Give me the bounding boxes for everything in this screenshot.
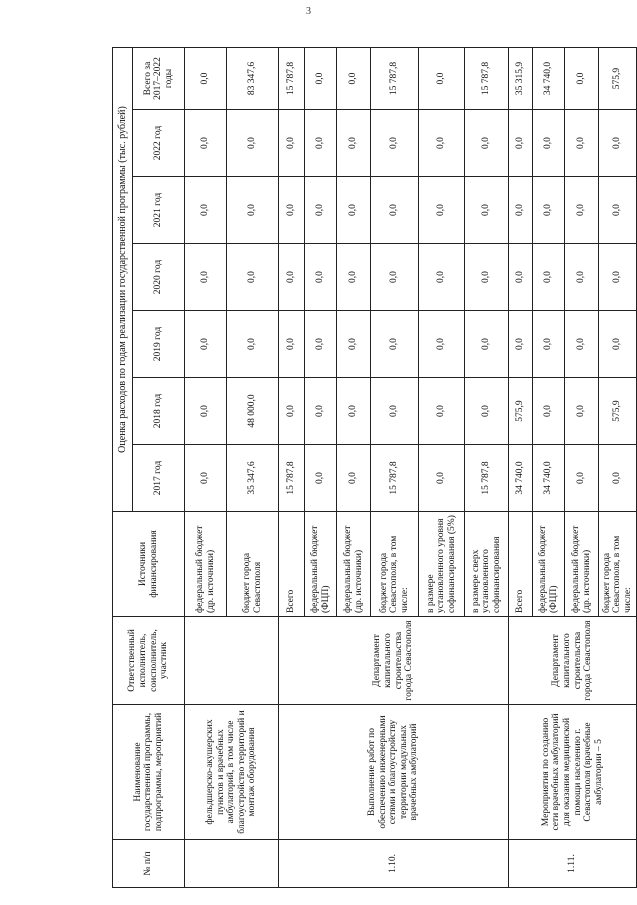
cell-source: бюджет города Севастополя, в том числе: bbox=[599, 512, 637, 617]
cell-value: 0,0 bbox=[305, 110, 337, 177]
cell-source: Всего bbox=[279, 512, 305, 617]
cell-value: 0,0 bbox=[565, 244, 599, 311]
cell-value: 0,0 bbox=[465, 311, 509, 378]
cell-value: 0,0 bbox=[305, 177, 337, 244]
cell-total: 34 740,0 bbox=[533, 47, 565, 109]
header-year: 2017 год bbox=[133, 445, 185, 512]
header-year: 2020 год bbox=[133, 244, 185, 311]
cell-value: 0,0 bbox=[533, 244, 565, 311]
cell-value: 0,0 bbox=[371, 110, 419, 177]
cell-value: 0,0 bbox=[279, 311, 305, 378]
cell-value: 0,0 bbox=[185, 177, 227, 244]
cell-total: 575,9 bbox=[599, 47, 637, 109]
table-row bbox=[509, 47, 533, 887]
cell-source: бюджет города Севастополя bbox=[227, 512, 279, 617]
cell-value: 48 000,0 bbox=[227, 378, 279, 445]
cell-value: 0,0 bbox=[337, 445, 371, 512]
cell-source: бюджет города Севастополя, в том числе: bbox=[371, 512, 419, 617]
cell-value: 0,0 bbox=[533, 378, 565, 445]
cell-source: федеральный бюджет (ФЦП) bbox=[533, 512, 565, 617]
cell-value: 0,0 bbox=[279, 177, 305, 244]
cell-source: федеральный бюджет (др. источники) bbox=[185, 512, 227, 617]
cell-total: 83 347,6 bbox=[227, 47, 279, 109]
cell-value: 0,0 bbox=[337, 244, 371, 311]
cell-value: 575,9 bbox=[509, 378, 533, 445]
cell-value: 0,0 bbox=[279, 110, 305, 177]
cell-value: 0,0 bbox=[227, 110, 279, 177]
cell-value: 34 740,0 bbox=[509, 445, 533, 512]
cell-source: Всего bbox=[509, 512, 533, 617]
cell-responsible: Департамент капитального строительства города Севастополя bbox=[509, 617, 637, 705]
header-year: 2022 год bbox=[133, 110, 185, 177]
cell-value: 0,0 bbox=[509, 177, 533, 244]
cell-value: 0,0 bbox=[465, 177, 509, 244]
header-num: № п/п bbox=[113, 840, 185, 888]
cell-value: 575,9 bbox=[599, 378, 637, 445]
page-mark: 3 bbox=[306, 6, 311, 17]
header-year: 2018 год bbox=[133, 378, 185, 445]
cell-total: 35 315,9 bbox=[509, 47, 533, 109]
cell-value: 34 740,0 bbox=[533, 445, 565, 512]
cell-value: 0,0 bbox=[279, 378, 305, 445]
cell-value: 35 347,6 bbox=[227, 445, 279, 512]
cell-total: 0,0 bbox=[185, 47, 227, 109]
cell-value: 0,0 bbox=[185, 311, 227, 378]
header-year: 2021 год bbox=[133, 177, 185, 244]
cell-value: 0,0 bbox=[565, 445, 599, 512]
cell-total: 0,0 bbox=[419, 47, 465, 109]
cell-total: 15 787,8 bbox=[279, 47, 305, 109]
header-total: Всего за 2017–2022 годы bbox=[133, 47, 185, 109]
cell-value: 0,0 bbox=[465, 110, 509, 177]
cell-name: фельдшерско-акушерских пунктов и врачебных амбулаторий, в том числе благоустройство территорий и монтаж оборудования bbox=[185, 705, 279, 840]
cell-value: 15 787,8 bbox=[465, 445, 509, 512]
header-name: Наименование государственной программы, подпрограммы, мероприятий bbox=[113, 705, 185, 840]
header-source: Источники финансирования bbox=[113, 512, 185, 617]
cell-value: 0,0 bbox=[599, 445, 637, 512]
cell-num bbox=[185, 840, 279, 888]
cell-value: 0,0 bbox=[337, 177, 371, 244]
cell-source: в размере установленного уровня софинансирования (5%) bbox=[419, 512, 465, 617]
header-year: 2019 год bbox=[133, 311, 185, 378]
cell-value: 0,0 bbox=[509, 311, 533, 378]
cell-responsible: Департамент капитального строительства города Севастополя bbox=[279, 617, 509, 705]
cell-value: 15 787,8 bbox=[279, 445, 305, 512]
cell-value: 0,0 bbox=[337, 110, 371, 177]
cell-value: 0,0 bbox=[419, 378, 465, 445]
cell-value: 0,0 bbox=[371, 244, 419, 311]
cell-value: 0,0 bbox=[533, 110, 565, 177]
cell-value: 0,0 bbox=[509, 110, 533, 177]
cell-value: 0,0 bbox=[279, 244, 305, 311]
cell-total: 15 787,8 bbox=[465, 47, 509, 109]
cell-name: Мероприятия по созданию сети врачебных амбулаторий для оказания медицинской помощи населению г. Севастополя (врачебные амбулатории – 5 bbox=[509, 705, 637, 840]
cell-responsible bbox=[185, 617, 279, 705]
cell-value: 0,0 bbox=[419, 244, 465, 311]
cell-value: 0,0 bbox=[185, 244, 227, 311]
cell-value: 0,0 bbox=[599, 311, 637, 378]
header-estimate: Оценка расходов по годам реализации государственной программы (тыс. рублей) bbox=[113, 47, 133, 511]
cell-value: 0,0 bbox=[305, 244, 337, 311]
cell-value: 0,0 bbox=[305, 378, 337, 445]
cell-source: федеральный бюджет (ФЦП) bbox=[305, 512, 337, 617]
table-row bbox=[279, 47, 305, 887]
cell-value: 0,0 bbox=[465, 244, 509, 311]
cell-value: 0,0 bbox=[565, 378, 599, 445]
cell-value: 0,0 bbox=[185, 110, 227, 177]
cell-value: 0,0 bbox=[185, 445, 227, 512]
cell-value: 0,0 bbox=[227, 311, 279, 378]
cell-value: 0,0 bbox=[599, 177, 637, 244]
cell-value: 15 787,8 bbox=[371, 445, 419, 512]
cell-source: федеральный бюджет (др. источники) bbox=[337, 512, 371, 617]
budget-table bbox=[112, 47, 637, 888]
cell-value: 0,0 bbox=[227, 177, 279, 244]
cell-value: 0,0 bbox=[465, 378, 509, 445]
cell-value: 0,0 bbox=[599, 244, 637, 311]
cell-value: 0,0 bbox=[305, 445, 337, 512]
cell-name: Выполнение работ по обеспечению инженерными сетями и благоустройству территории модульных врачебных амбулаторий bbox=[279, 705, 509, 840]
cell-value: 0,0 bbox=[419, 311, 465, 378]
cell-source: в размере сверх установленного софинансирования bbox=[465, 512, 509, 617]
cell-value: 0,0 bbox=[565, 110, 599, 177]
cell-value: 0,0 bbox=[509, 244, 533, 311]
cell-value: 0,0 bbox=[227, 244, 279, 311]
cell-value: 0,0 bbox=[419, 445, 465, 512]
cell-value: 0,0 bbox=[371, 311, 419, 378]
cell-num: 1.10. bbox=[279, 840, 509, 888]
cell-num: 1.11. bbox=[509, 840, 637, 888]
cell-source: федеральный бюджет (др. источники) bbox=[565, 512, 599, 617]
cell-total: 0,0 bbox=[337, 47, 371, 109]
cell-value: 0,0 bbox=[599, 110, 637, 177]
rotated-table-wrapper bbox=[112, 48, 633, 888]
cell-value: 0,0 bbox=[419, 110, 465, 177]
cell-value: 0,0 bbox=[371, 177, 419, 244]
cell-value: 0,0 bbox=[565, 177, 599, 244]
cell-value: 0,0 bbox=[305, 311, 337, 378]
cell-total: 0,0 bbox=[565, 47, 599, 109]
cell-value: 0,0 bbox=[337, 311, 371, 378]
cell-value: 0,0 bbox=[371, 378, 419, 445]
table-row bbox=[185, 47, 227, 887]
cell-value: 0,0 bbox=[185, 378, 227, 445]
cell-value: 0,0 bbox=[337, 378, 371, 445]
cell-value: 0,0 bbox=[565, 311, 599, 378]
cell-total: 15 787,8 bbox=[371, 47, 419, 109]
cell-value: 0,0 bbox=[419, 177, 465, 244]
cell-value: 0,0 bbox=[533, 177, 565, 244]
header-responsible: Ответственный исполнитель, соисполнитель, участник bbox=[113, 617, 185, 705]
cell-total: 0,0 bbox=[305, 47, 337, 109]
cell-value: 0,0 bbox=[533, 311, 565, 378]
